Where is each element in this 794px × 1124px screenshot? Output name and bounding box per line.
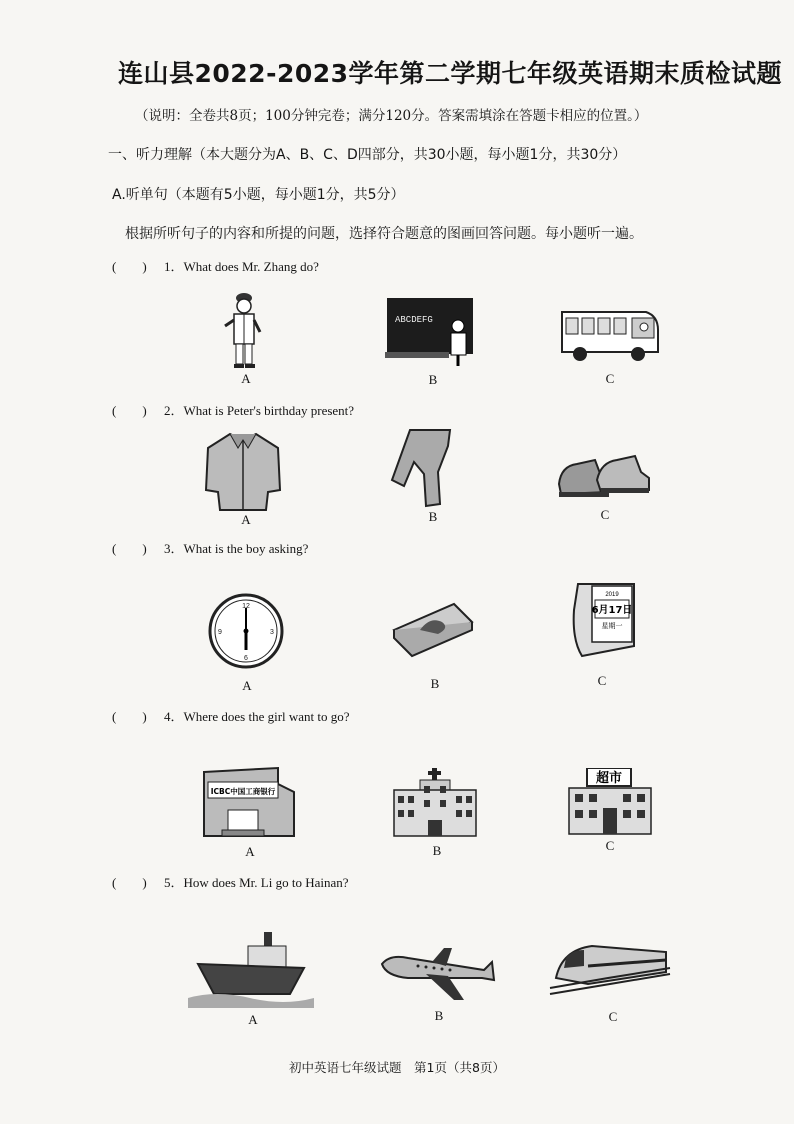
teacher-at-blackboard-icon [385,296,475,366]
page-title: 连山县2022-2023学年第二学期七年级英语期末质检试题 [118,59,783,88]
option-c-label: C [605,838,615,853]
answer-blank: ( ) [112,259,147,274]
option-a-label: A [248,1012,258,1027]
option-a-label: A [242,678,252,693]
hospital-icon [390,768,480,838]
option-b-label: B [428,372,438,387]
train-icon [548,942,672,998]
bank-sign: ICBC中国工商银行 [210,787,276,796]
exam-instructions: （说明：全卷共8页；100分钟完卷；满分120分。答案需填涂在答题卡相应的位置。） [135,108,648,124]
option-c-label: C [605,371,615,386]
option-c-label: C [608,1009,618,1024]
svg-text:9: 9 [218,629,222,636]
calendar-year: 2019 [605,592,619,598]
answer-blank: ( ) [112,403,147,418]
option-a-label: A [241,371,251,386]
calendar-icon [568,580,640,662]
section-heading-listening: 一、听力理解（本大题分为A、B、C、D四部分，共30小题，每小题1分，共30分） [108,147,627,163]
board-text: ABCDEFG [395,315,433,325]
calendar-day: 星期一 [601,622,623,630]
question-text: 2．What is Peter's birthday present? [164,403,355,418]
supermarket-icon [565,768,655,836]
svg-text:12: 12 [242,603,250,610]
option-a-label: A [245,844,255,859]
option-b-label: B [428,509,438,524]
option-c-label: C [597,673,607,688]
option-b-label: B [432,843,442,858]
question-text: 5．How does Mr. Li go to Hainan? [164,875,349,890]
svg-text:3: 3 [270,629,274,636]
question-text: 3．What is the boy asking? [164,541,309,556]
pencil-box-icon [390,600,476,658]
market-sign: 超市 [595,771,623,786]
bus-icon [558,306,662,364]
answer-blank: ( ) [112,709,147,724]
question-3 [112,538,308,557]
question-4 [112,706,350,725]
ship-icon [186,928,316,1010]
question-2 [112,400,354,419]
calendar-date: 6月17日 [591,605,633,616]
option-b-label: B [430,676,440,691]
clock-icon [207,592,285,670]
answer-blank: ( ) [112,541,147,556]
option-c-label: C [600,507,610,522]
question-text: 1．What does Mr. Zhang do? [164,259,319,274]
question-5 [112,872,349,891]
page-footer: 初中英语七年级试题 第1页（共8页） [289,1060,505,1075]
answer-blank: ( ) [112,875,147,890]
part-a-heading: A.听单句（本题有5小题，每小题1分，共5分） [112,187,405,203]
svg-text:6: 6 [244,655,248,662]
question-1 [112,256,319,275]
option-b-label: B [434,1008,444,1023]
part-a-directions: 根据所听句子的内容和所提的问题，选择符合题意的图画回答问题。每小题听一遍。 [125,226,643,242]
bank-icon [198,764,298,838]
plane-icon [378,944,496,1002]
shirt-icon [202,430,284,512]
doctor-figure-icon [222,290,272,370]
option-a-label: A [241,512,251,527]
trousers-icon [390,426,462,508]
shoes-icon [555,448,653,500]
question-text: 4．Where does the girl want to go? [164,709,350,724]
